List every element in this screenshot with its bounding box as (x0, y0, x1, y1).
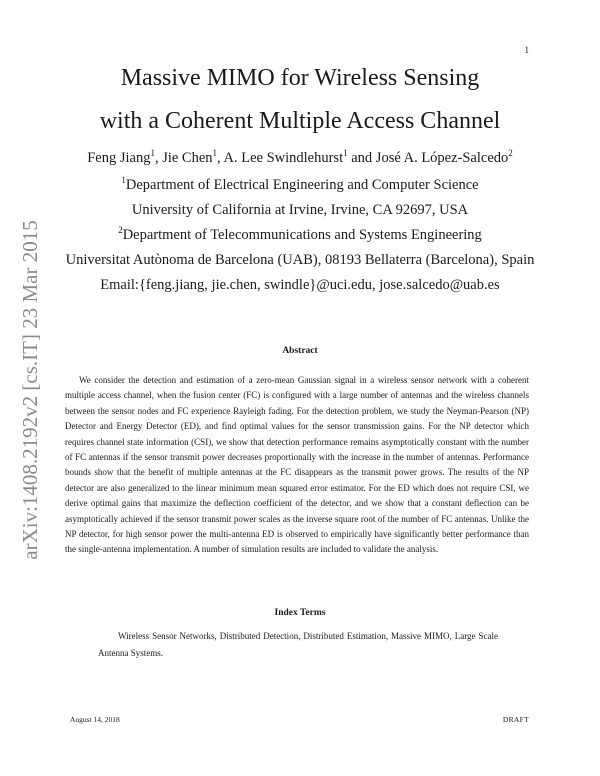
paper-title-line-2: with a Coherent Multiple Access Channel (99, 108, 501, 134)
index-terms-heading: Index Terms (274, 608, 326, 618)
author-name: Feng Jiang (87, 150, 151, 166)
author-affiliation-marker: 1 (150, 148, 155, 158)
author-list (0, 148, 600, 166)
author-name: , Jie Chen (154, 150, 213, 166)
author-affiliation-marker: 1 (343, 148, 348, 158)
index-terms-body: Wireless Sensor Networks, Distributed Detection, Distributed Estimation, Massive MIMO, Large Scale Antenna Systems. (98, 631, 498, 658)
affiliation-2-address: Universitat Autònoma de Barcelona (UAB), 08193 Bellaterra (Barcelona), Spain (65, 252, 535, 268)
affiliation-2 (0, 225, 600, 243)
footer-date: August 14, 2018 (70, 715, 120, 724)
affiliation-department: Department of Electrical Engineering and Computer Science (125, 177, 479, 193)
affiliation-marker: 1 (121, 175, 126, 185)
author-name: , A. Lee Swindlehurst (217, 150, 344, 166)
author-affiliation-marker: 2 (508, 148, 513, 158)
page-number: 1 (524, 45, 529, 55)
paper-title-line-1: Massive MIMO for Wireless Sensing (120, 65, 480, 91)
affiliation-marker: 2 (118, 225, 123, 235)
affiliation-department: Department of Telecommunications and Systems Engineering (122, 227, 482, 243)
footer-draft-label: DRAFT (502, 715, 529, 724)
abstract-heading: Abstract (282, 346, 318, 356)
author-name: and José A. López-Salcedo (347, 150, 509, 166)
abstract-body: We consider the detection and estimation of a zero-mean Gaussian signal in a wireless sensor network with a coherent multiple access channel, when the fusion center (FC) is configured with a large number of antennas and the wireless channels between the sensor nodes and FC experience Rayleigh fading. For the detection problem, we study the Neyman-Pearson (NP) Detector and Energy Detector (ED), and find optimal values for the sensor transmission gains. For the NP detector which requires channel state information (CSI), we show that detection performance remains asymptotically constant with the number of FC antennas if the sensor transmit power decreases proportionally with the increase in the number of antennas. Performance bounds show that the benefit of multiple antennas at the FC disappears as the transmit power grows. The results of the NP detector are also generalized to the linear minimum mean squared error estimator. For the ED which does not require CSI, we derive optimal gains that maximize the deflection coefficient of the detector, and we show that a constant deflection can be asymptotically achieved if the sensor transmit power scales as the inverse square root of the number of FC antennas. Unlike the NP detector, for high sensor power the multi-antenna ED is observed to empirically have significantly better performance than the single-antenna implementation. A number of simulation results are included to validate the analysis. (65, 375, 529, 555)
author-affiliation-marker: 1 (212, 148, 218, 158)
affiliation-1-address: University of California at Irvine, Irvine, CA 92697, USA (131, 202, 469, 218)
affiliation-1 (0, 175, 600, 193)
arxiv-identifier-stamp: arXiv:1408.2192v2 [cs.IT] 23 Mar 2015 (18, 220, 42, 560)
author-emails: Email:{feng.jiang, jie.chen, swindle}@uci.edu, jose.salcedo@uab.es (100, 277, 500, 293)
